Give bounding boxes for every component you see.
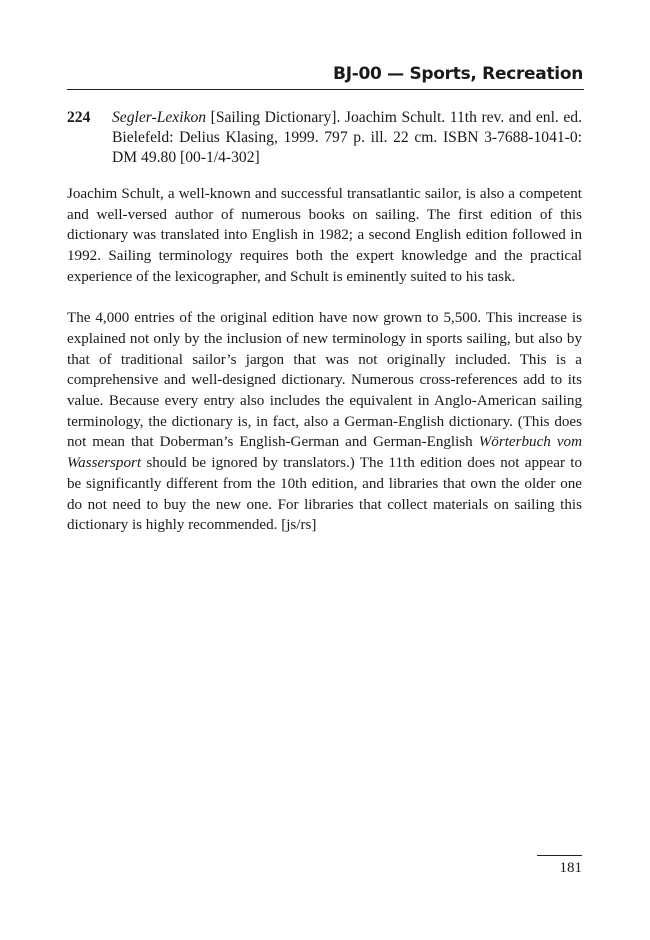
entry-citation — [112, 108, 582, 168]
review-paragraph-2-text-a: The 4,000 entries of the original edition have now grown to 5,500. This increase is explained not only by the inclusion of new terminology in sports sailing, but also by that of traditional sailor’s jargon that was not originally included. This is a comprehensive and well-designed dictionary. Numerous cross-references add to its value. Because every entry also includes the equivalent in Anglo-American sailing terminology, the dictionary is, in fact, also a German-English dictionary. (This does not mean that Doberman’s English-German and German-English — [67, 310, 582, 451]
cited-title: Wörterbuch vom Wassersport — [67, 434, 582, 472]
entry-title: Segler-Lexikon — [112, 109, 207, 126]
review-paragraph-2-text-b: should be ignored by translators.) The 11th edition does not appear to be significantly different from the 10th edition, and libraries that own the older one do not need to buy the new one. For libraries that collect materials on sailing this dictionary is highly recommended. [js/rs] — [67, 455, 582, 534]
running-header — [67, 62, 584, 90]
page-number: 181 — [559, 860, 582, 876]
footer-rule — [537, 855, 582, 856]
entry-citation-details: [Sailing Dictionary]. Joachim Schult. 11th rev. and enl. ed. Bielefeld: Delius Klasing, 1999. 797 p. ill. 22 cm. ISBN 3-7688-1041-0: DM 49.80 [00-1/4-302] — [112, 109, 582, 166]
review-paragraph-1: Joachim Schult, a well-known and successful transatlantic sailor, is also a competent and well-versed author of numerous books on sailing. The first edition of this dictionary was translated into English in 1982; a second English edition followed in 1992. Sailing terminology requires both the expert knowledge and the practical experience of the lexicographer, and Schult is eminently suited to his task. — [67, 186, 582, 285]
review-paragraph-2 — [67, 308, 582, 536]
section-title: BJ-00 — Sports, Recreation — [333, 64, 583, 84]
entry-number: 224 — [67, 109, 91, 126]
bibliographic-entry — [67, 108, 582, 168]
review-text — [67, 184, 582, 536]
